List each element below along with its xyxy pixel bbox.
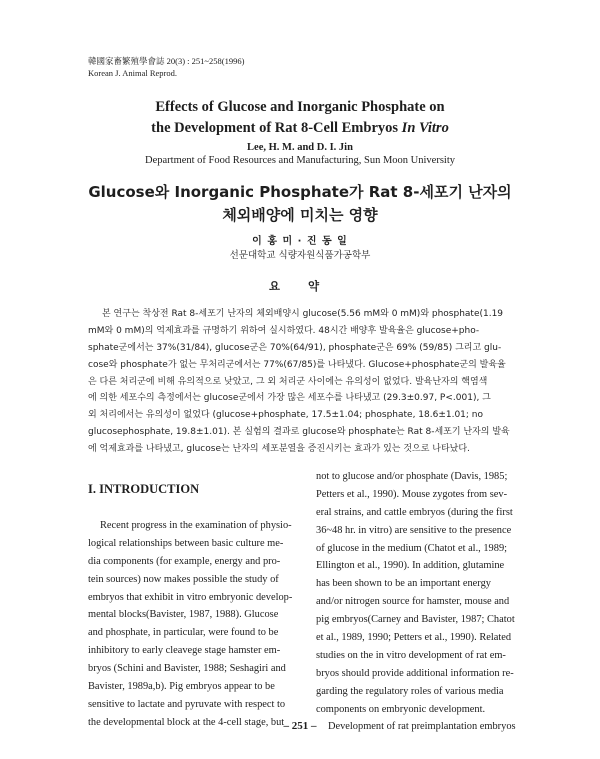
body-line: bryos should provide additional information re-: [316, 667, 514, 679]
body-line: has been shown to be an important energy: [316, 578, 491, 590]
body-line: eral strains, and cattle embryos (during the first: [316, 506, 513, 518]
journal-citation: [88, 55, 244, 79]
abstract-line: sphate군에서는 37%(31/84), glucose군은 70%(64/91), phosphate군은 69% (59/85) 그리고 glu-: [88, 342, 502, 353]
korean-title: [0, 181, 600, 227]
abstract-heading: 요 약: [268, 279, 332, 293]
journal-citation-line2: Korean J. Animal Reprod.: [88, 68, 177, 78]
abstract-line: 에 억제효과를 나타냈고, glucose는 난자의 세포분열을 증진시키는 효과가 있는 것으로 나타났다.: [88, 444, 470, 455]
body-line: tein sources) now makes possible the study of: [88, 573, 279, 585]
body-line: 36~48 hr. in vitro) are sensitive to the presence: [316, 524, 512, 536]
abstract-line: 외 처리에서는 유의성이 없었다 (glucose+phosphate, 17.5±1.04; phosphate, 18.6±1.01; no: [88, 410, 484, 421]
korean-affiliation: 선문대학교 식량자원식품가공학부: [229, 250, 371, 261]
section-heading-introduction: I. INTRODUCTION: [88, 482, 200, 496]
body-line: embryos that exhibit in vitro embryonic develop-: [88, 591, 293, 603]
body-line: pig embryos(Carney and Bavister, 1987; Chatot: [316, 614, 515, 626]
english-title-in-vitro: In Vitro: [401, 120, 449, 136]
body-line: the developmental block at the 4-cell stage, but: [88, 716, 285, 728]
body-line: inhibitory to early cleavege stage hamster em-: [88, 645, 281, 657]
abstract-line: 본 연구는 착상전 Rat 8-세포기 난자의 체외배양시 glucose(5.56 mM와 0 mM)와 phosphate(1.19: [102, 309, 504, 319]
english-department: Department of Food Resources and Manufacturing, Sun Moon University: [145, 155, 455, 166]
body-line: Recent progress in the examination of physio-: [100, 520, 292, 531]
body-line: logical relationships between basic culture me-: [88, 537, 284, 549]
english-title: [0, 97, 600, 139]
body-line: Development of rat preimplantation embryos: [328, 721, 516, 733]
page-number: – 251 –: [283, 720, 317, 732]
body-line: not to glucose and/or phosphate (Davis, 1985;: [316, 471, 508, 482]
body-line: sensitive to lactate and pyruvate with respect to: [88, 698, 286, 710]
body-line: et al., 1989, 1990; Petters et al., 1990). Related: [316, 632, 512, 644]
abstract-line: mM와 0 mM)의 억제효과를 규명하기 위하여 실시하였다. 48시간 배양후 발육율은 glucose+pho-: [88, 325, 480, 336]
body-left-column: [88, 517, 300, 732]
body-line: components on embryonic development.: [316, 703, 486, 715]
body-line: and/or nitrogen source for hamster, mouse and: [316, 596, 510, 608]
body-line: of glucose in the medium (Chatot et al., 1989;: [316, 542, 508, 554]
korean-title-line1: Glucose와 Inorganic Phosphate가 Rat 8-세포기 난자의: [88, 183, 512, 201]
body-line: garding the regulatory roles of various media: [316, 685, 504, 697]
body-line: Ellington et al., 1990). In addition, glutamine: [316, 560, 505, 572]
journal-citation-line1: 韓國家畜繁殖學會誌 20(3) : 251~258(1996): [88, 56, 245, 66]
abstract-body: [88, 306, 514, 458]
body-line: mental blocks(Bavister, 1987, 1988). Glucose: [88, 609, 279, 621]
english-title-line2: [0, 118, 600, 139]
english-title-line2-main: the Development of Rat 8-Cell Embryos: [151, 120, 402, 136]
abstract-line: 은 다른 처리군에 비해 유의적으로 낮았고, 그 외 처리군 사이에는 유의성이 없었다. 발육난자의 핵염색: [88, 376, 488, 387]
korean-title-line2: 체외배양에 미치는 영향: [222, 206, 378, 224]
body-right-column: [316, 468, 528, 736]
body-line: Bavister, 1989a,b). Pig embryos appear to be: [88, 681, 275, 693]
abstract-line: glucosephosphate, 19.8±1.01). 본 실험의 결과로 glucose와 phosphate는 Rat 8-세포기 난자의 발육: [88, 427, 510, 438]
abstract-line: 에 의한 세포수의 측정에서는 glucose군에서 가장 많은 세포수를 나타냈고 (29.3±0.97, P<.001), 그: [88, 393, 491, 404]
english-title-line1: Effects of Glucose and Inorganic Phosphate on: [155, 99, 445, 115]
body-line: bryos (Schini and Bavister, 1988; Seshagiri and: [88, 663, 286, 675]
body-line: and phosphate, in particular, were found to be: [88, 627, 279, 639]
body-line: Petters et al., 1990). Mouse zygotes from sev-: [316, 488, 508, 500]
english-authors: Lee, H. M. and D. I. Jin: [247, 142, 353, 153]
korean-authors: 이 홍 미 · 진 동 일: [252, 236, 348, 247]
body-line: studies on the in vitro development of rat em-: [316, 649, 506, 661]
abstract-line: cose와 phosphate가 없는 무처리군에서는 77%(67/85)를 나타냈다. Glucose+phosphate군의 발육율: [88, 359, 506, 370]
body-line: dia components (for example, energy and pro-: [88, 555, 281, 567]
